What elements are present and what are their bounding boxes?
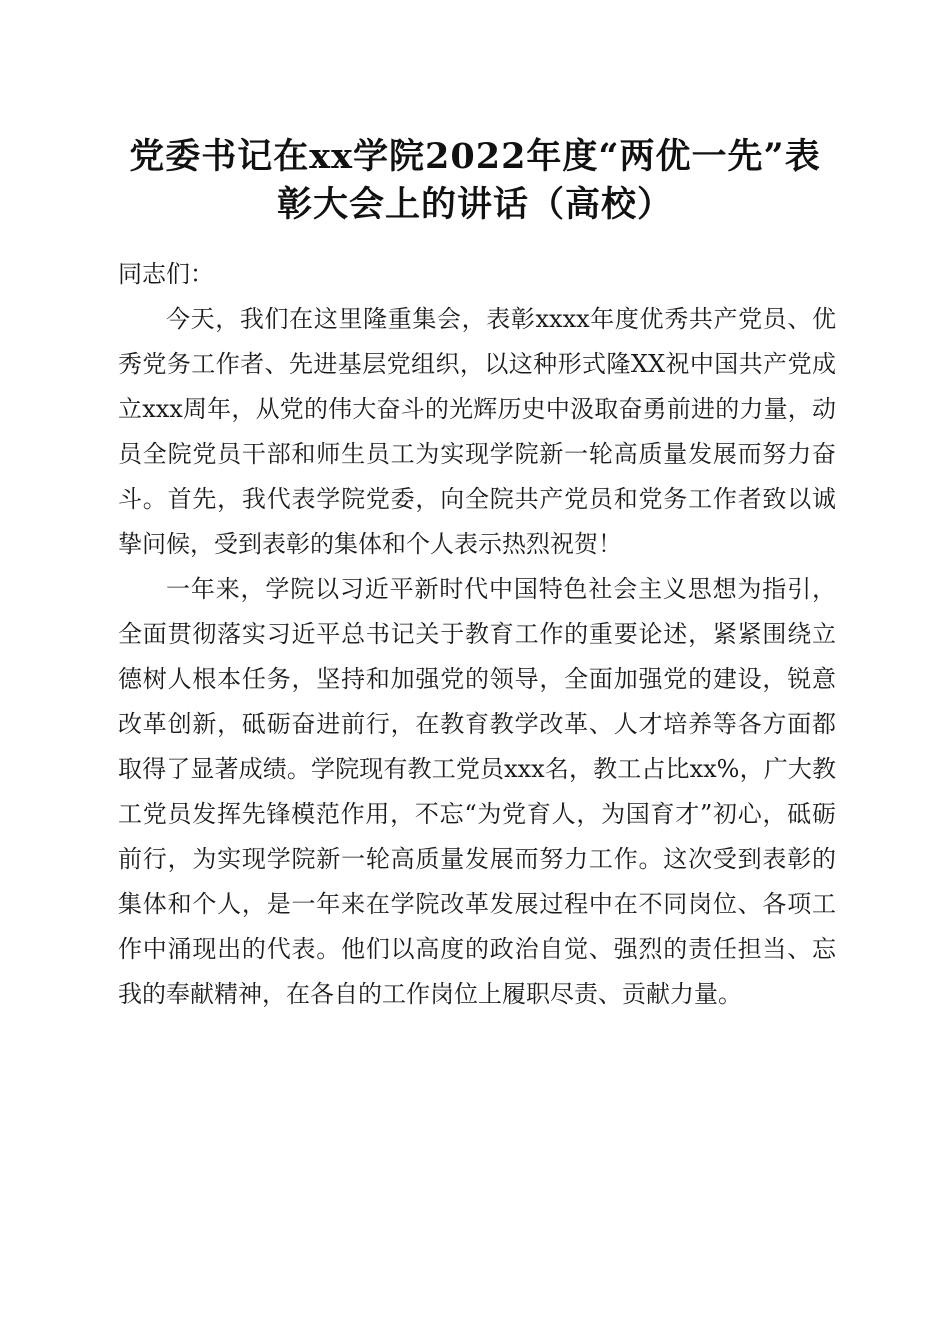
paragraph-1: 今天，我们在这里隆重集会，表彰xxxx年度优秀共产党员、优秀党务工作者、先进基层党组织，以这种形式隆XX祝中国共产党成立xxx周年，从党的伟大奋斗的光辉历史中汲取奋勇前进的力量，动员全院党员干部和师生员工为实现学院新一轮高质量发展而努力奋斗。首先，我代表学院党委，向全院共产党员和党务工作者致以诚挚问候，受到表彰的集体和个人表示热烈祝贺！ bbox=[118, 305, 836, 558]
paragraph-2: 一年来，学院以习近平新时代中国特色社会主义思想为指引，全面贯彻落实习近平总书记关于教育工作的重要论述，紧紧围绕立德树人根本任务，坚持和加强党的领导，全面加强党的建设，锐意改革创新，砥砺奋进前行，在教育教学改革、人才培养等各方面都取得了显著成绩。学院现有教工党员xxx名，教工占比xx%，广大教工党员发挥先锋模范作用，不忘“为党育人，为国育才”初心，砥砺前行，为实现学院新一轮高质量发展而努力工作。这次受到表彰的集体和个人，是一年来在学院改革发展过程中在不同岗位、各项工作中涌现出的代表。他们以高度的政治自觉、强烈的责任担当、忘我的奉献精神，在各自的工作岗位上履职尽责、贡献力量。 bbox=[118, 575, 836, 1008]
salutation: 同志们： bbox=[118, 260, 214, 288]
document-title bbox=[100, 133, 850, 229]
title-line-2: 彰大会上的讲话（高校） bbox=[276, 184, 673, 225]
document-body bbox=[118, 252, 836, 1017]
title-line-1: 党委书记在xx学院2022年度“两优一先”表 bbox=[129, 136, 821, 177]
